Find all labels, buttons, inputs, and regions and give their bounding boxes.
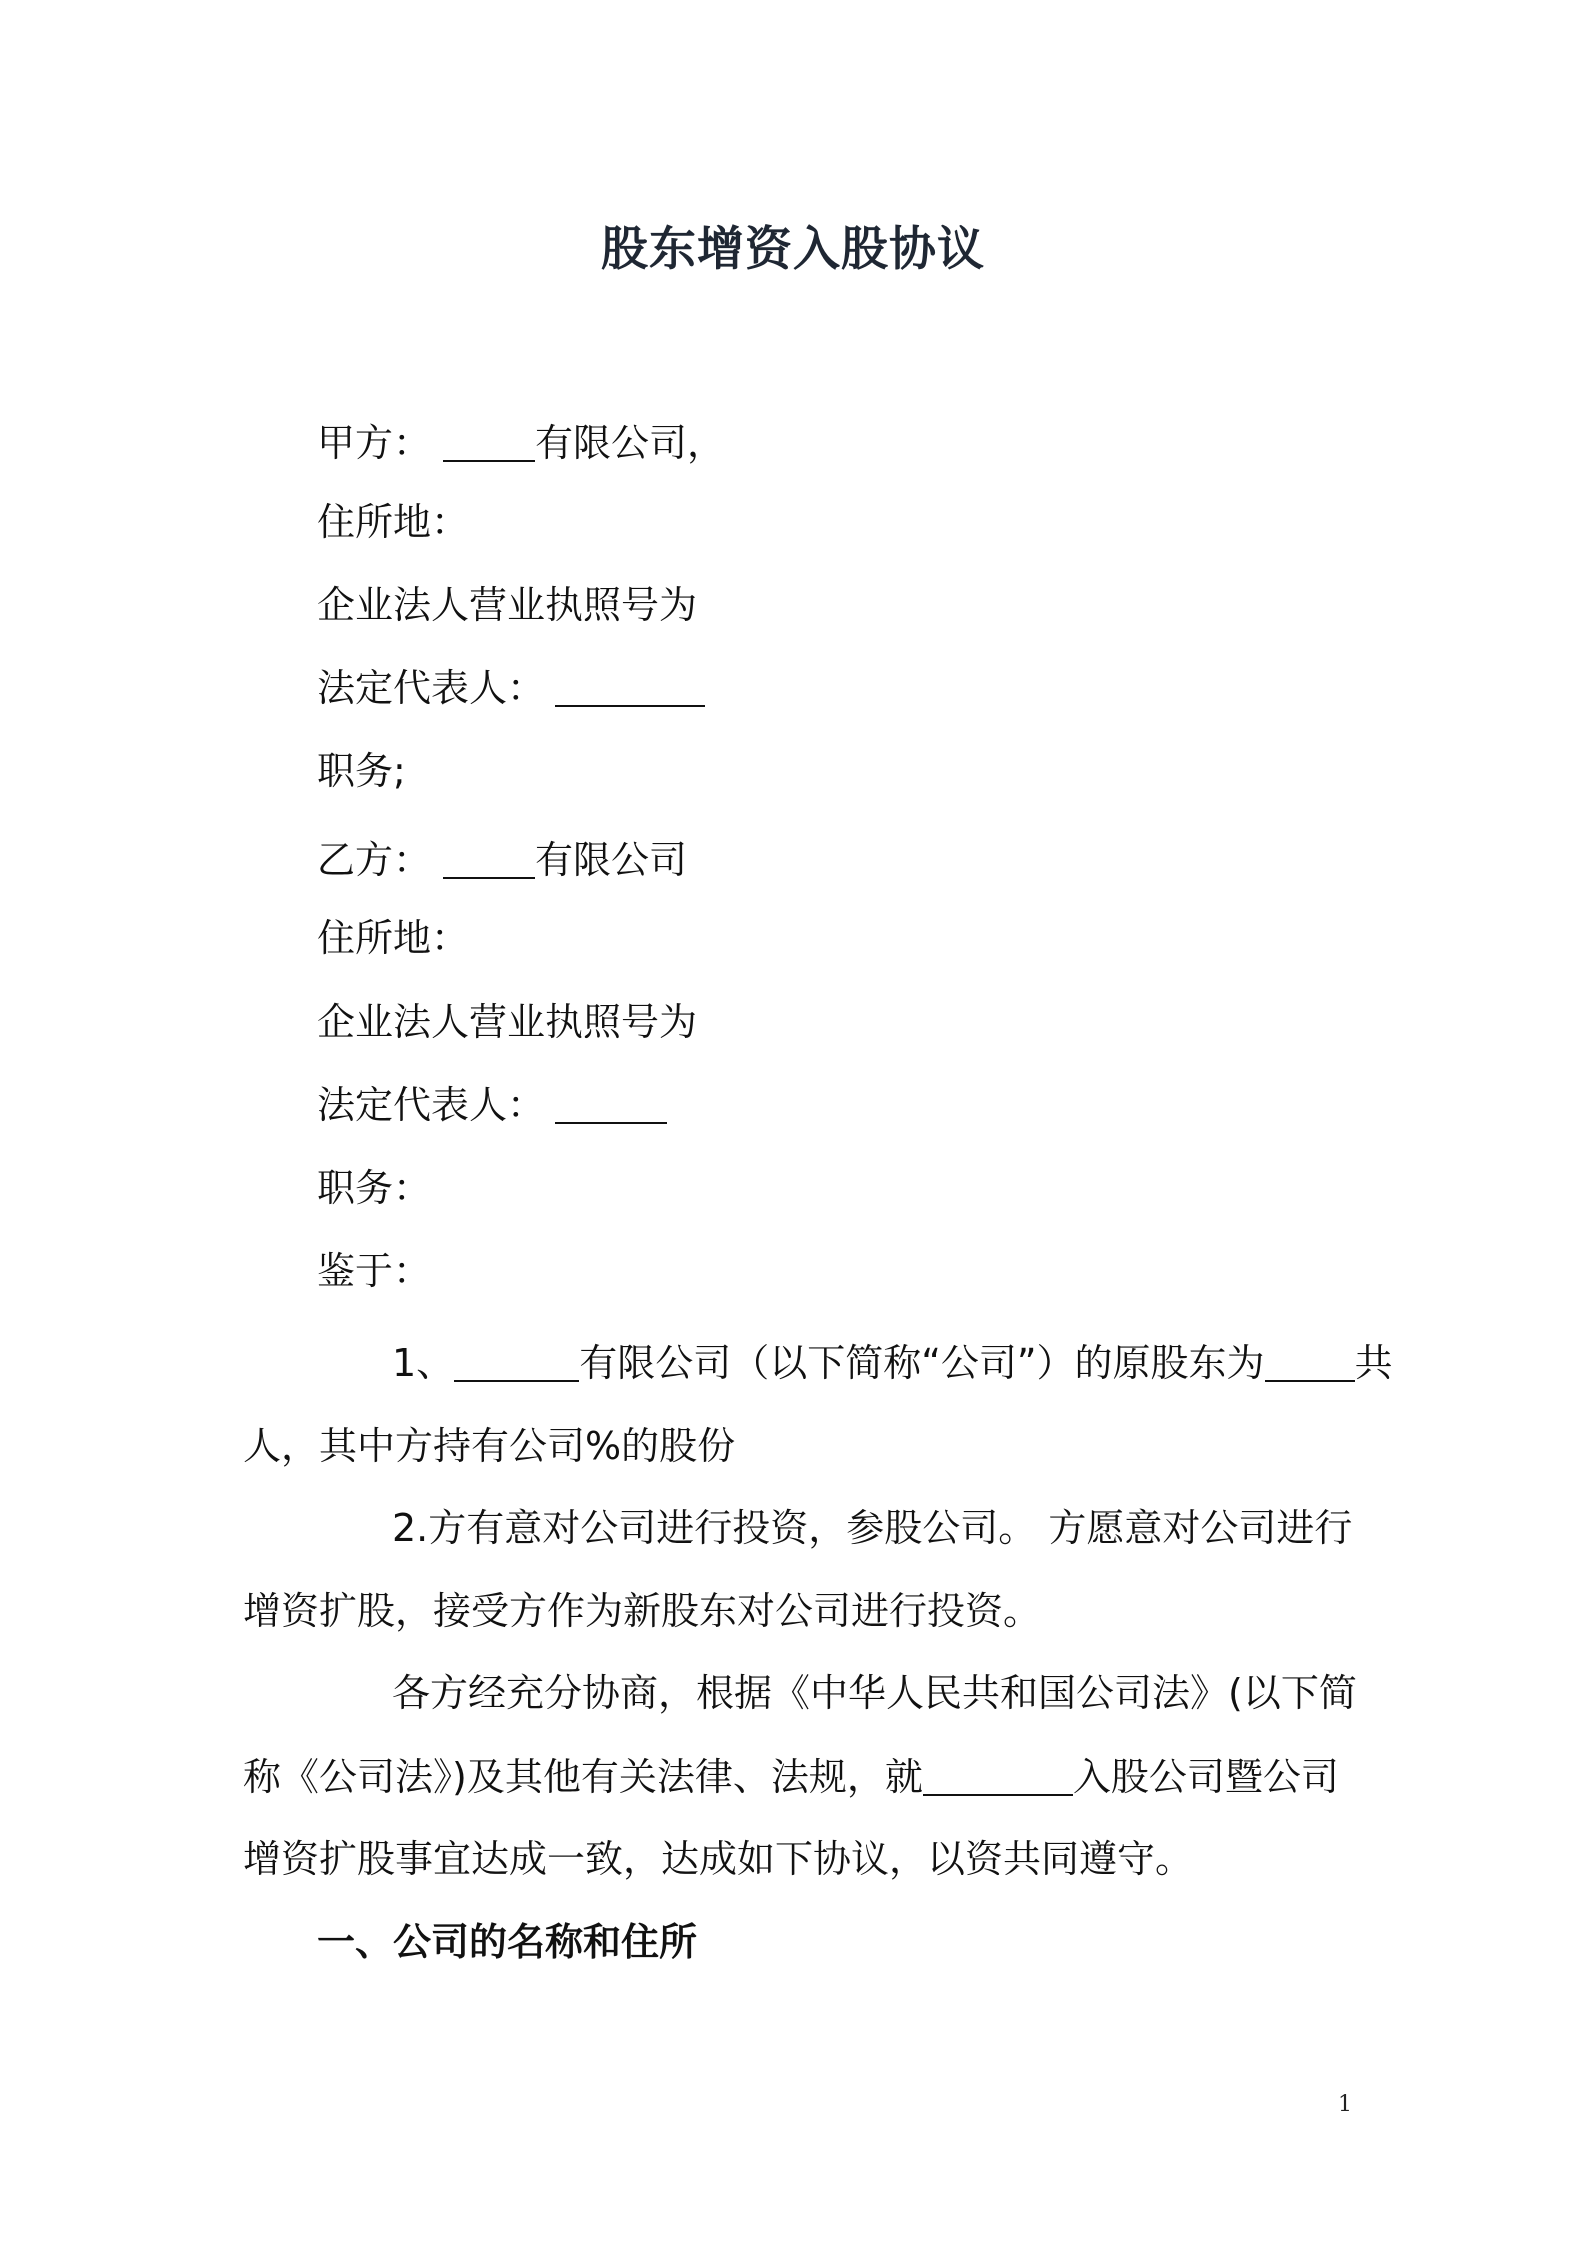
party-b-company-suffix: 有限公司 [535, 838, 688, 882]
preamble-line-3: 增资扩股事宜达成一致，达成如下协议，以资共同遵守。 [243, 1837, 1194, 1881]
party-a-line [317, 418, 725, 468]
clause-2-line-1: 2.方有意对公司进行投资，参股公司。 方愿意对公司进行 [392, 1506, 1353, 1550]
party-a-name-blank [443, 422, 535, 462]
clause-1-end: 共 [1354, 1341, 1393, 1385]
preamble-line-1: 各方经充分协商，根据《中华人民共和国公司法》(以下简 [392, 1671, 1357, 1715]
party-b-rep-label: 法定代表人： [317, 1083, 546, 1127]
clause-1-count-blank [1265, 1342, 1355, 1382]
clause-1-company-blank [454, 1342, 579, 1382]
party-a-rep-blank [555, 667, 705, 707]
preamble-investor-blank [923, 1756, 1073, 1796]
party-a-address: 住所地： [317, 500, 470, 544]
section-1-heading: 一、公司的名称和住所 [317, 1920, 698, 1964]
document-title: 股东增资入股协议 [601, 222, 985, 277]
whereas-label: 鉴于： [317, 1249, 432, 1293]
party-b-label: 乙方： [317, 838, 432, 882]
clause-1-line-1 [392, 1338, 1393, 1388]
party-b-license: 企业法人营业执照号为 [317, 1000, 698, 1044]
party-b-address: 住所地： [317, 916, 470, 960]
preamble-line-2-prefix: 称《公司法》)及其他有关法律、法规，就 [243, 1755, 923, 1799]
clause-1-middle: 有限公司（以下简称“公司”）的原股东为 [579, 1341, 1265, 1385]
party-b-rep-blank [555, 1084, 667, 1124]
party-b-position: 职务： [317, 1166, 432, 1210]
page-number: 1 [1338, 2092, 1352, 2117]
party-b-rep-line [317, 1080, 667, 1130]
clause-1-prefix: 1、 [392, 1341, 455, 1385]
clause-1-line-2: 人，其中方持有公司%的股份 [243, 1424, 736, 1468]
party-b-line [317, 835, 687, 885]
party-a-license: 企业法人营业执照号为 [317, 583, 698, 627]
party-a-rep-line [317, 663, 705, 713]
party-a-rep-label: 法定代表人： [317, 666, 546, 710]
preamble-line-2 [243, 1752, 1339, 1802]
preamble-line-2-suffix: 入股公司暨公司 [1072, 1755, 1339, 1799]
party-b-name-blank [443, 839, 535, 879]
party-a-label: 甲方： [317, 421, 432, 465]
party-a-company-suffix: 有限公司， [535, 421, 726, 465]
party-a-position: 职务; [317, 749, 406, 793]
clause-2-line-2: 增资扩股，接受方作为新股东对公司进行投资。 [243, 1589, 1042, 1633]
